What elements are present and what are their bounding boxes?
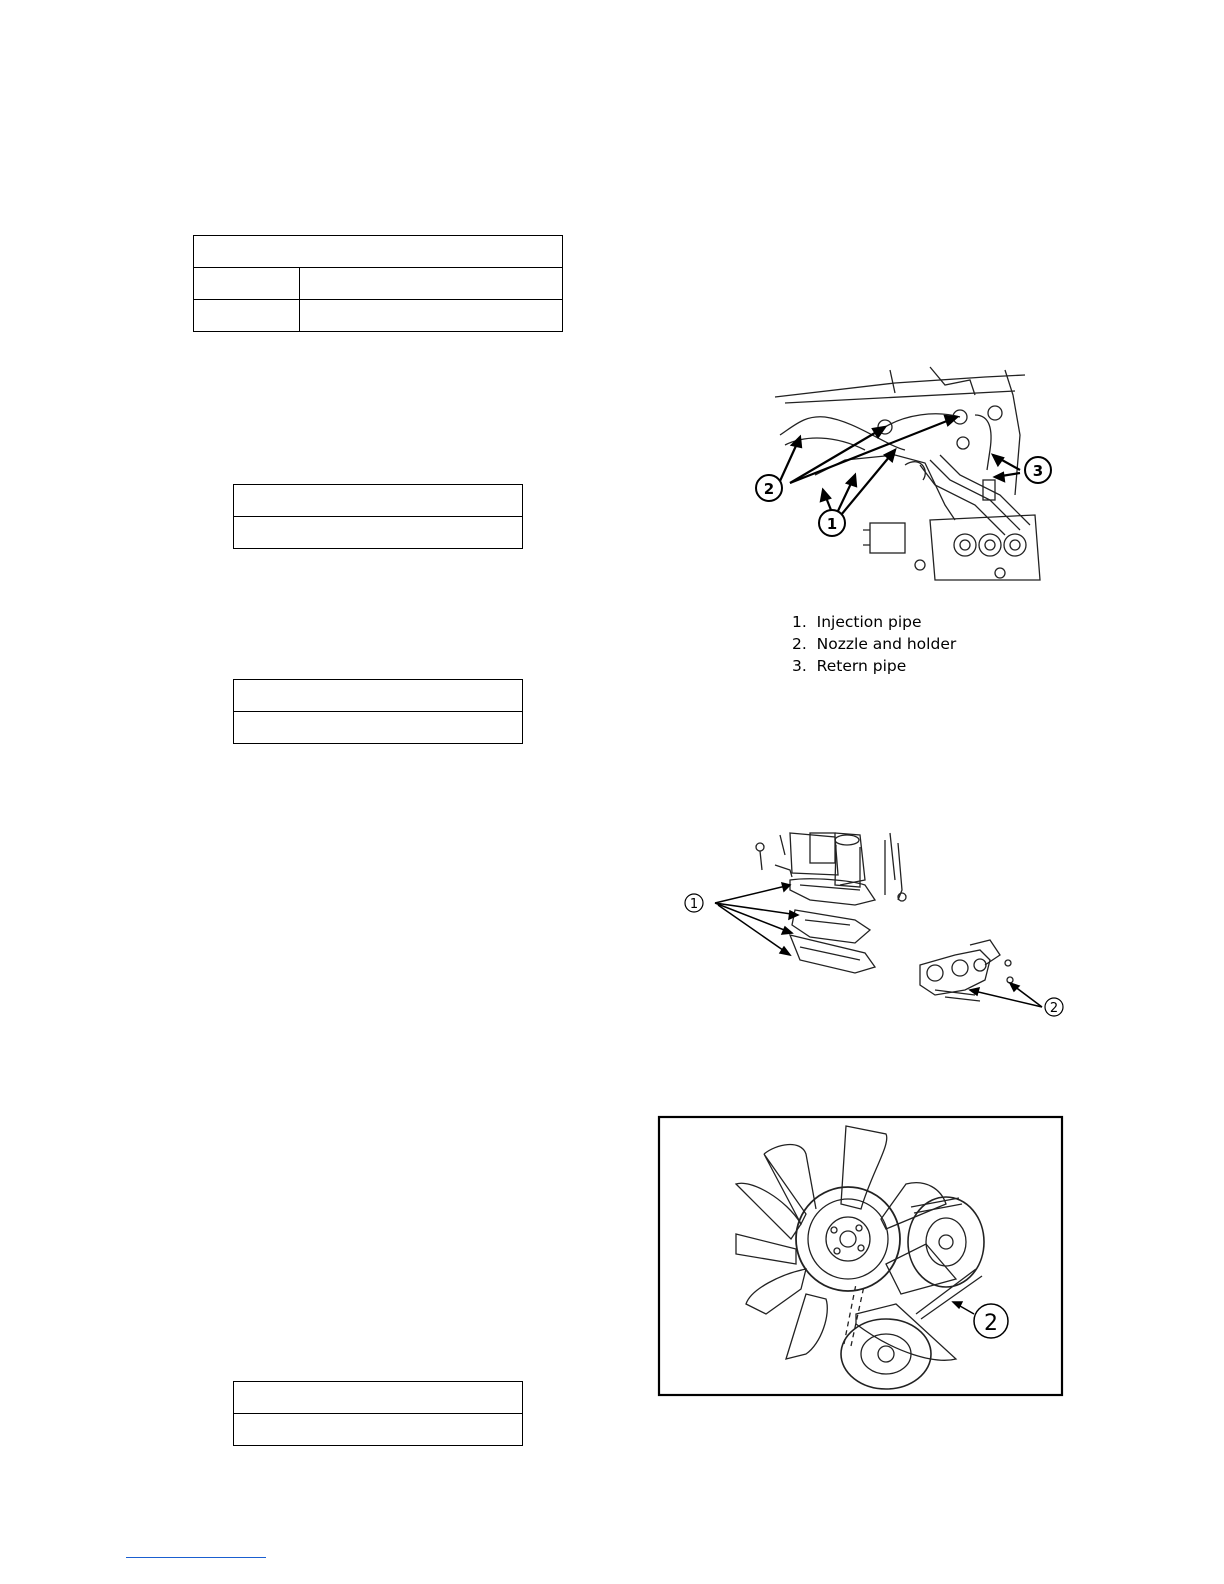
spec-table-1 <box>193 235 563 332</box>
callout-label: 1 <box>826 515 838 533</box>
spec-table-4-cell <box>234 1414 523 1446</box>
spec-table-1-cell <box>194 268 300 300</box>
legend-text: Nozzle and holder <box>816 635 957 653</box>
footer-rule <box>126 1557 266 1558</box>
callout-label: 2 <box>1049 1001 1059 1016</box>
spec-table-4-header <box>234 1382 523 1414</box>
spec-table-1-cell <box>300 268 563 300</box>
spec-table-2 <box>233 484 523 549</box>
legend-number: 1. <box>792 613 807 631</box>
fan-belt-illustration <box>656 1114 1066 1398</box>
spec-table-2-header <box>234 485 523 517</box>
spec-table-3-header <box>234 680 523 712</box>
spec-table-1-cell <box>194 300 300 332</box>
spec-table-2-cell <box>234 517 523 549</box>
legend-number: 3. <box>792 657 807 675</box>
legend-item <box>792 655 956 677</box>
legend-number: 2. <box>792 635 807 653</box>
callout-label: 1 <box>689 897 699 912</box>
legend-text: Retern pipe <box>816 657 907 675</box>
figure-legend <box>792 611 956 677</box>
injection-pump-illustration <box>745 355 1065 590</box>
spec-table-3 <box>233 679 523 744</box>
spec-table-1-header <box>194 236 563 268</box>
spec-table-1-cell <box>300 300 563 332</box>
callout-label: 2 <box>984 1311 998 1336</box>
manifold-gasket-illustration <box>680 825 1070 1020</box>
spec-table-3-cell <box>234 712 523 744</box>
spec-table-4 <box>233 1381 523 1446</box>
callout-label: 2 <box>763 480 775 498</box>
legend-item <box>792 611 956 633</box>
legend-item <box>792 633 956 655</box>
legend-text: Injection pipe <box>816 613 922 631</box>
callout-label: 3 <box>1032 462 1044 480</box>
